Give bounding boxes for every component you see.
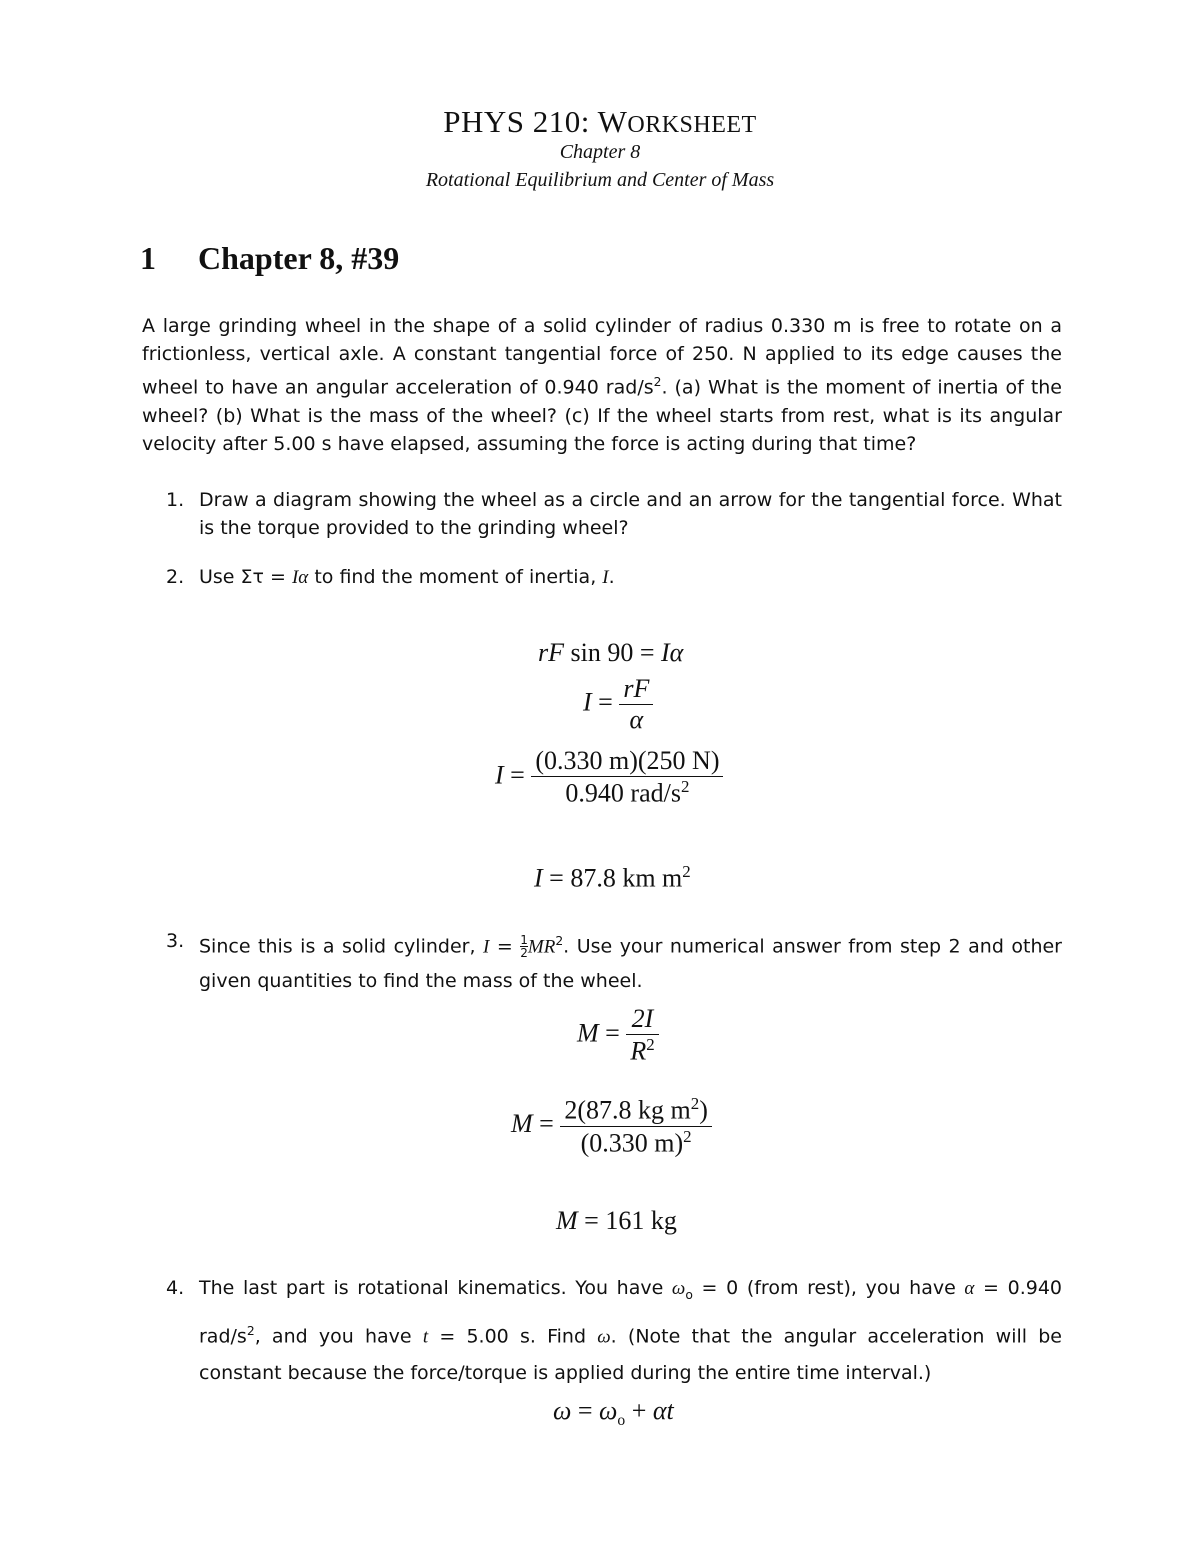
- equation-kinematics: $\omega = \omega_o + \alpha t$: [553, 1396, 674, 1430]
- equation-inertia-result: I = 87.8 km $m^2$: [534, 862, 691, 893]
- equation-mass-values: M = $\frac{2(87.8 kg m^2)}{(0.330 m)^2}$: [511, 1094, 712, 1158]
- worksheet-title: PHYS 210: WORKSHEET: [443, 104, 757, 139]
- equation-torque: rF sin 90 = Iα: [538, 638, 684, 667]
- step-4: 4. The last part is rotational kinematics. You have $\omega_o = 0$ (from rest), you have α = 0.940 rad/$s^2$, and you have t = 5.00 s. Find ω. (Note that the angular acceleration will be constant because the force/torque is applied during the entire time interval.): [166, 1277, 1062, 1385]
- section-number: 1: [140, 240, 156, 276]
- problem-statement: A large grinding wheel in the shape of a solid cylinder of radius 0.330 m is free to rotate on a frictionless, vertical axle. A constant tangential force of 250. N applied to its edge causes the wheel to have an angular acceleration of 0.940 rad/$s^2$. (a) What is the moment of inertia of the wheel? (b) What is the mass of the wheel? (c) If the wheel starts from rest, what is its angular velocity after 5.00 s have elapsed, assuming the force is acting during that time?: [142, 315, 1062, 456]
- section-heading: [140, 240, 399, 277]
- equation-mass-result: M = 161 kg: [556, 1206, 677, 1235]
- step-1: 1. Draw a diagram showing the wheel as a circle and an arrow for the tangential force. What is the torque provided to the grinding wheel?: [166, 489, 1062, 540]
- equation-inertia-values: I = $\frac{(0.330 m)(250 N)}{0.940 rad/s^2}$: [495, 746, 723, 809]
- equation-mass-formula: M = $\frac{2I}{R^2}$: [577, 1004, 659, 1067]
- section-title: Chapter 8, #39: [198, 240, 400, 276]
- chapter-subtitle: Chapter 8: [559, 141, 641, 163]
- equation-inertia-formula: I = $\frac{rF}{\alpha}$: [583, 674, 653, 735]
- topic-subtitle: Rotational Equilibrium and Center of Mass: [425, 169, 775, 191]
- step-2: 2. Use Στ = Iα to find the moment of inertia, I.: [166, 566, 615, 588]
- step-3: 3. Since this is a solid cylinder, I = $\frac{1}{2}$ $MR^2$. Use your numerical answer from step 2 and other given quantities to find the mass of the wheel.: [166, 930, 1062, 993]
